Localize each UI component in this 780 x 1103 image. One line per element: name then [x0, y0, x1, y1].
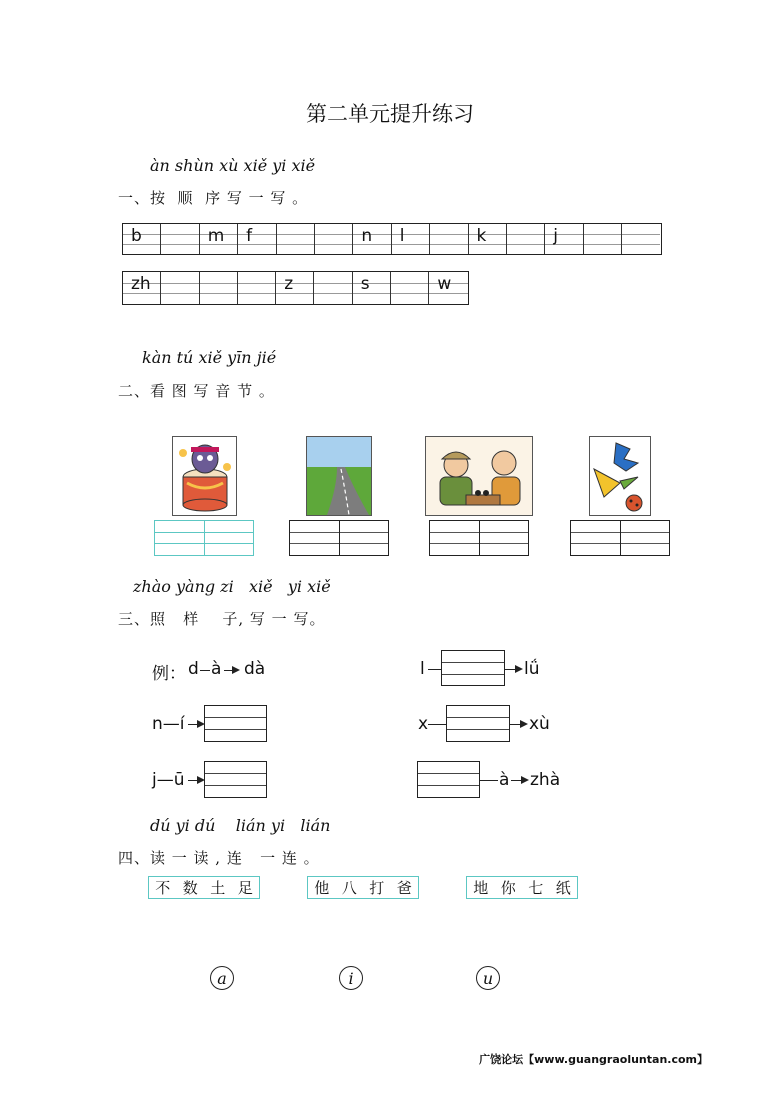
example-dash [200, 670, 210, 671]
grid-letter: b [131, 226, 142, 246]
write-box-x[interactable] [446, 705, 510, 742]
item-x-result: xù [529, 714, 550, 734]
item-l-initial: l [420, 659, 425, 679]
section1-pinyin: àn shùn xù xiě yi xiě [150, 156, 316, 175]
chess-players-icon [425, 436, 533, 516]
example-label: 例： [152, 664, 186, 684]
char: 八 [341, 879, 357, 897]
write-box-ni[interactable] [204, 705, 267, 742]
grid-cell[interactable] [123, 272, 161, 304]
grid-cell[interactable] [277, 224, 315, 254]
item-zha-result: zhà [530, 770, 561, 790]
char: 打 [369, 879, 385, 897]
answer-box-drum[interactable] [154, 520, 254, 556]
vowel-circle-i[interactable]: i [339, 966, 363, 990]
section4-heading: 四、读 一 读 , 连 一 连 。 [118, 849, 320, 867]
vowel-circle-a[interactable]: a [210, 966, 234, 990]
grid-cell[interactable] [391, 272, 429, 304]
word-group-1[interactable] [148, 876, 260, 899]
answer-box-chess[interactable] [429, 520, 529, 556]
write-box-ju[interactable] [204, 761, 267, 798]
grid-cell[interactable] [392, 224, 430, 254]
section3-pinyin: zhào yàng zi xiě yi xiě [133, 577, 331, 596]
char: 七 [528, 879, 544, 897]
grid-cell[interactable] [314, 272, 352, 304]
grid-cell[interactable] [200, 272, 238, 304]
grid-letter: j [553, 226, 559, 246]
grid-cell[interactable] [507, 224, 545, 254]
grid-cell[interactable] [430, 224, 468, 254]
char: 土 [210, 879, 226, 897]
grid-cell[interactable] [315, 224, 353, 254]
section2-pinyin: kàn tú xiě yīn jié [142, 348, 277, 367]
grid-letter: n [361, 226, 373, 246]
char: 足 [237, 879, 253, 897]
section4-pinyin: dú yi dú lián yi lián [150, 816, 331, 835]
grid-cell[interactable] [469, 224, 507, 254]
char: 爸 [396, 879, 412, 897]
grid-cell[interactable] [353, 272, 391, 304]
item-l-result: lǘ [524, 659, 540, 679]
section3-heading: 三、照 样 子, 写 一 写。 [118, 610, 326, 628]
road-icon [306, 436, 372, 516]
grid-cell[interactable] [238, 272, 276, 304]
grid-letter: w [437, 274, 452, 294]
word-group-3[interactable] [466, 876, 578, 899]
grid-cell[interactable] [161, 224, 199, 254]
arrow-icon [232, 666, 240, 674]
char: 不 [155, 879, 171, 897]
letter-grid-row1 [122, 223, 662, 255]
grid-letter: zh [131, 274, 151, 294]
page-title: 第二单元提升练习 [306, 102, 474, 126]
char: 纸 [555, 879, 571, 897]
section1-heading: 一、按 顺 序 写 一 写 。 [118, 189, 309, 207]
item-ju-text: j—ū [152, 770, 185, 790]
grid-cell[interactable] [584, 224, 622, 254]
char: 数 [182, 879, 198, 897]
grid-cell[interactable] [622, 224, 660, 254]
arrow-icon [520, 720, 528, 728]
grid-letter: l [399, 226, 405, 246]
grid-cell[interactable] [545, 224, 583, 254]
item-ni-text: n—í [152, 714, 185, 734]
footer-watermark: 广饶论坛【www.guangraoluntan.com】 [479, 1053, 708, 1066]
vowel-circle-u[interactable]: u [476, 966, 500, 990]
example-final: à [211, 659, 222, 679]
grid-cell[interactable] [161, 272, 199, 304]
word-group-2[interactable] [307, 876, 419, 899]
item-zha-dash [480, 780, 498, 781]
char: 你 [500, 879, 516, 897]
item-zha-final: à [499, 770, 510, 790]
grid-letter: k [476, 226, 487, 246]
grid-letter: s [360, 274, 370, 294]
char: 他 [314, 879, 330, 897]
grid-letter: z [284, 274, 294, 294]
grid-cell[interactable] [276, 272, 314, 304]
grid-letter: m [207, 226, 225, 246]
example-initial: d [188, 659, 199, 679]
drum-icon [172, 436, 237, 516]
arrow-icon [521, 776, 529, 784]
grid-cell[interactable] [429, 272, 467, 304]
answer-box-origami[interactable] [570, 520, 670, 556]
item-x-dash [428, 724, 446, 725]
example-result: dà [244, 659, 266, 679]
grid-cell[interactable] [123, 224, 161, 254]
item-x-initial: x [418, 714, 429, 734]
section2-heading: 二、看 图 写 音 节 。 [118, 382, 275, 400]
grid-letter: f [246, 226, 253, 246]
grid-cell[interactable] [238, 224, 276, 254]
answer-box-road[interactable] [289, 520, 389, 556]
paper-origami-icon [589, 436, 651, 516]
write-box-zha[interactable] [417, 761, 480, 798]
item-l-dash [428, 669, 442, 670]
arrow-icon [515, 665, 523, 673]
grid-cell[interactable] [200, 224, 238, 254]
letter-grid-row2 [122, 271, 469, 305]
write-box-l[interactable] [441, 650, 505, 686]
grid-cell[interactable] [353, 224, 391, 254]
char: 地 [473, 879, 489, 897]
